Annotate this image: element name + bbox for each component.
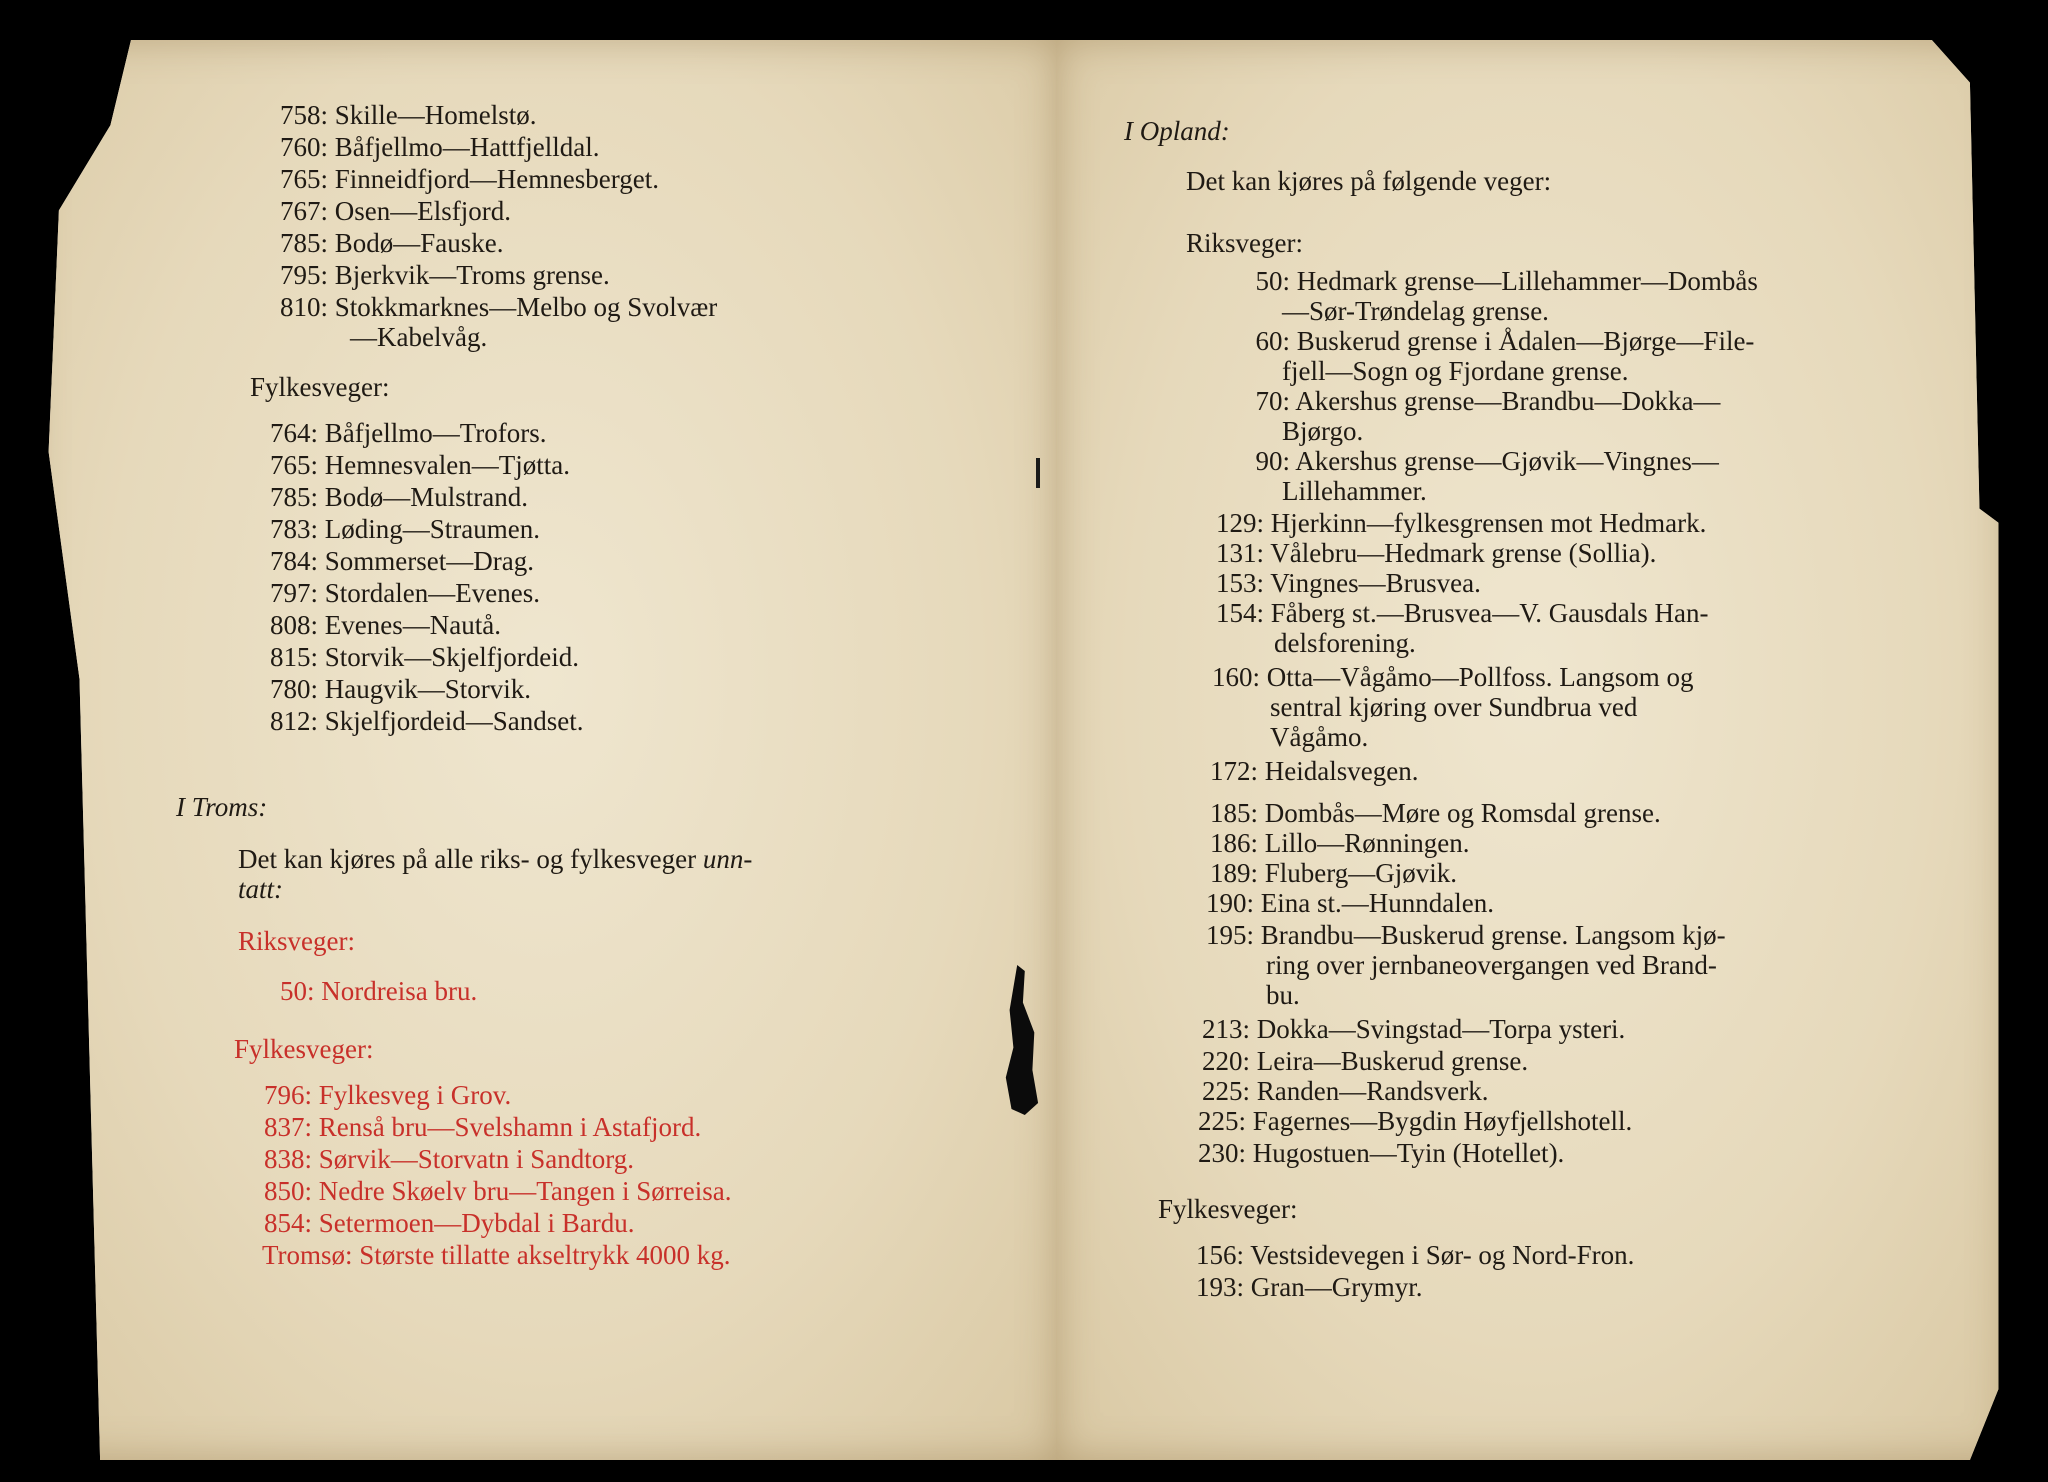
troms-intro-cont: tatt: [238, 874, 283, 904]
list-item: 765: Hemnesvalen—Tjøtta. [270, 450, 570, 480]
list-item: 225: Randen—Randsverk. [1201, 1076, 1489, 1106]
list-item: 854: Setermoen—Dybdal i Bardu. [264, 1208, 635, 1238]
list-item-continuation: delsforening. [1274, 628, 1416, 658]
list-item: 785: Bodø—Mulstrand. [270, 482, 529, 512]
list-item: 767: Osen—Elsfjord. [280, 196, 511, 226]
opland-heading: I Opland: [1124, 116, 1230, 146]
list-item: 129: Hjerkinn—fylkesgrensen mot Hedmark. [1215, 508, 1707, 538]
list-item-continuation: sentral kjøring over Sundbrua ved [1270, 692, 1638, 722]
list-item-continuation: fjell—Sogn og Fjordane grense. [1282, 356, 1629, 386]
list-item: 190: Eina st.—Hunndalen. [1205, 888, 1494, 918]
list-item: 225: Fagernes—Bygdin Høyfjellshotell. [1197, 1106, 1633, 1136]
list-item: 172: Heidalsvegen. [1209, 756, 1419, 786]
list-item: 156: Vestsidevegen i Sør- og Nord-Fron. [1195, 1240, 1635, 1270]
list-item: 812: Skjelfjordeid—Sandset. [270, 706, 584, 736]
list-item: 160: Otta—Vågåmo—Pollfoss. Langsom og [1211, 662, 1694, 692]
list-item: 765: Finneidfjord—Hemnesberget. [280, 164, 659, 194]
list-item: 838: Sørvik—Storvatn i Sandtorg. [264, 1144, 635, 1174]
list-item: 230: Hugostuen—Tyin (Hotellet). [1197, 1138, 1565, 1168]
spine-mark [1036, 458, 1040, 488]
list-item: 764: Båfjellmo—Trofors. [270, 418, 547, 448]
list-item: 131: Vålebru—Hedmark grense (Sollia). [1215, 538, 1657, 568]
list-item: 50: Nordreisa bru. [280, 976, 478, 1006]
list-item: 195: Brandbu—Buskerud grense. Langsom kjø- [1205, 920, 1726, 950]
troms-intro: Det kan kjøres på alle riks- og fylkesveger unn- [238, 844, 753, 874]
list-item: 213: Dokka—Svingstad—Torpa ysteri. [1201, 1014, 1626, 1044]
list-item-continuation: Vågåmo. [1270, 722, 1369, 752]
list-item: 815: Storvik—Skjelfjordeid. [270, 642, 579, 672]
list-item-continuation: Lillehammer. [1282, 476, 1427, 506]
list-item: 810: Stokkmarknes—Melbo og Svolvær [280, 292, 718, 322]
list-item: 50: Hedmark grense—Lillehammer—Dombås [1255, 266, 1758, 296]
list-item: 795: Bjerkvik—Troms grense. [280, 260, 610, 290]
list-item: 850: Nedre Skøelv bru—Tangen i Sørreisa. [264, 1176, 732, 1206]
list-item: 796: Fylkesveg i Grov. [264, 1080, 512, 1110]
list-item: 186: Lillo—Rønningen. [1209, 828, 1470, 858]
list-item: 780: Haugvik—Storvik. [270, 674, 532, 704]
riksveger-heading: Riksveger: [1186, 228, 1303, 258]
fylkesveger-heading: Fylkesveger: [250, 372, 390, 402]
list-item-continuation: bu. [1266, 980, 1300, 1010]
list-item: 758: Skille—Homelstø. [280, 100, 537, 130]
list-item: 189: Fluberg—Gjøvik. [1209, 858, 1458, 888]
list-item: 90: Akershus grense—Gjøvik—Vingnes— [1255, 446, 1719, 476]
fylkesveger-heading: Fylkesveger: [1158, 1194, 1298, 1224]
list-item: 783: Løding—Straumen. [270, 514, 540, 544]
list-item-continuation: Bjørgo. [1282, 416, 1364, 446]
list-item: 193: Gran—Grymyr. [1195, 1272, 1423, 1302]
troms-fylkesveger-heading: Fylkesveger: [234, 1034, 374, 1064]
opland-intro: Det kan kjøres på følgende veger: [1186, 166, 1552, 196]
list-item: 837: Renså bru—Svelshamn i Astafjord. [264, 1112, 702, 1142]
list-item: 70: Akershus grense—Brandbu—Dokka— [1255, 386, 1721, 416]
list-item: 220: Leira—Buskerud grense. [1201, 1046, 1529, 1076]
list-item: 808: Evenes—Nautå. [270, 610, 501, 640]
list-item: 60: Buskerud grense i Ådalen—Bjørge—File- [1255, 326, 1755, 356]
list-item: 154: Fåberg st.—Brusvea—V. Gausdals Han- [1215, 598, 1709, 628]
list-item: 153: Vingnes—Brusvea. [1215, 568, 1481, 598]
troms-riksveger-heading: Riksveger: [238, 926, 355, 956]
list-item: 785: Bodø—Fauske. [280, 228, 504, 258]
list-item: 797: Stordalen—Evenes. [270, 578, 540, 608]
troms-heading: I Troms: [176, 792, 268, 822]
list-item-continuation: —Kabelvåg. [350, 322, 488, 352]
list-item: 185: Dombås—Møre og Romsdal grense. [1209, 798, 1661, 828]
list-item: 784: Sommerset—Drag. [270, 546, 534, 576]
list-item-continuation: ring over jernbaneovergangen ved Brand- [1266, 950, 1717, 980]
list-item: 760: Båfjellmo—Hattfjelldal. [280, 132, 600, 162]
list-item-continuation: —Sør-Trøndelag grense. [1282, 296, 1549, 326]
tromso-note: Tromsø: Største tillatte akseltrykk 4000 kg. [262, 1240, 731, 1270]
